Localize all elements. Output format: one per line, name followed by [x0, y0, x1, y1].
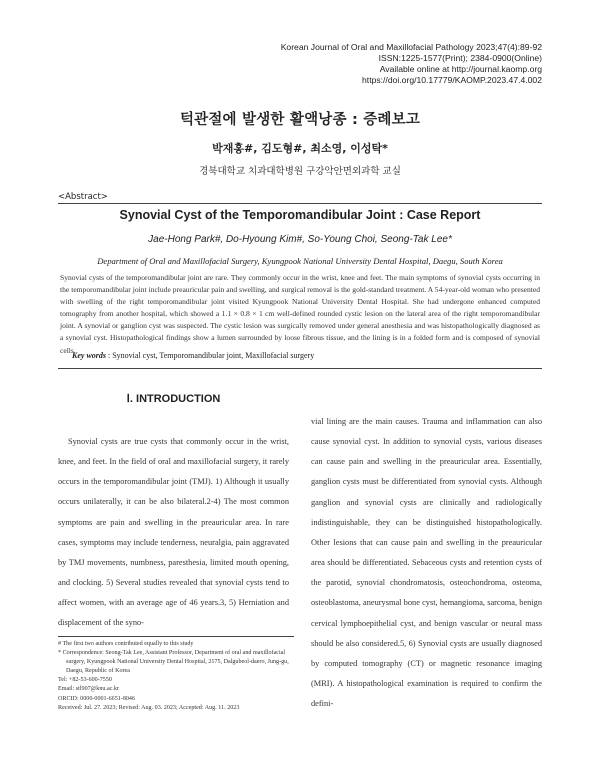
keywords-text: : Synovial cyst, Temporomandibular joint, Maxillofacial surgery: [108, 351, 315, 360]
footnotes: [58, 640, 294, 713]
journal-citation: Korean Journal of Oral and Maxillofacial Pathology 2023;47(4):89-92: [280, 42, 542, 52]
abstract-label: <Abstract>: [58, 192, 108, 202]
abstract-bottom-rule: [58, 368, 542, 369]
abstract-text: Synovial cysts of the temporomandibular joint are rare. They commonly occur in the wrist, knee and feet. The main symptoms of synovial cysts occurring in the temporomandibular joint include preauricular pain and swelling, and surgical removal is the gold-standard treatment. A 54-year-old woman who presented with swelling of the right temporomandibular joint visited Kyungpook National University Dental Hospital. She had undergone enhanced computed tomography from another hospital, which showed a 1.1 × 0.8 × 1 cm well-defined rounded cystic lesion on the lateral area of the right temporomandibular joint. A synovial or ganglion cyst was suspected. The cystic lesion was surgically removed under general anesthesia and was histopathologically diagnosed as a synovial cyst. Histopathological findings show a lumen surrounded by loose fibrous tissue, and the lining is in a folded form and is composed of synovial cells.: [60, 273, 540, 355]
journal-doi[interactable]: https://doi.org/10.17779/KAOMP.2023.47.4.002: [362, 75, 542, 85]
section-heading-introduction: Ⅰ. INTRODUCTION: [126, 393, 221, 405]
english-authors: Jae-Hong Park#, Do-Hyoung Kim#, So-Young Choi, Seong-Tak Lee*: [148, 234, 452, 245]
english-title: Synovial Cyst of the Temporomandibular Joint : Case Report: [119, 208, 481, 222]
journal-issn: ISSN:1225-1577(Print); 2384-0900(Online): [378, 53, 542, 63]
footnote-rule: [58, 636, 294, 637]
journal-url[interactable]: Available online at http://journal.kaomp.org: [379, 64, 542, 74]
abstract-top-rule: [58, 203, 542, 204]
keywords-label: Key words: [72, 351, 106, 360]
journal-header: [281, 42, 542, 86]
footnote-correspondence: * Correspondence: Seong-Tak Lee, Assistant Professor, Department of oral and maxillofacial surgery, Kyungpook National University Dental Hospital, 2175, Dalgubeol-daero, Jung-gu, Daegu, Republic of Korea: [58, 650, 289, 675]
footnote-dates: Received: Jul. 27. 2023; Revised: Aug. 03. 2023; Accepted: Aug. 11. 2023: [58, 704, 240, 711]
footnote-email[interactable]: Email: stl907@knu.ac.kr: [58, 686, 119, 693]
korean-affiliation: 경북대학교 치과대학병원 구강악안면외과학 교실: [199, 166, 401, 177]
footnote-tel: Tel: +82-53-600-7550: [58, 677, 112, 684]
korean-title: 턱관절에 발생한 활액낭종 : 증례보고: [179, 112, 421, 128]
korean-authors: 박재홍#, 김도형#, 최소영, 이성탁*: [212, 142, 388, 155]
footnote-orcid: ORCID: 0000-0001-6651-8046: [58, 695, 136, 702]
body-left-column: Synovial cysts are true cysts that commonly occur in the wrist, knee, and feet. In the field of oral and maxillofacial surgery, it rarely occurs in the temporomandibular joint (TMJ). 1) Although it usually occurs unilaterally, it can be also bilateral.2-4) The most common symptoms are pain and swelling in the preauricular area. In rare cases, symptoms may include tenderness, neuralgia, pain aggravated by TMJ movements, numbness, paresthesia, limited mouth opening, and clocking. 5) Several studies revealed that synovial cysts tend to affect women, with an average age of 46 years.3, 5) Herniation and displacement of the syno-: [58, 437, 289, 628]
body-right-column: vial lining are the main causes. Trauma and inflammation can also cause synovial cyst. In addition to synovial cysts, various diseases can cause pain and swelling in the preauricular area. Essentially, ganglion cysts must be differentiated from synovial cysts. Although ganglion and synovial cysts are clinically and radiologically indistinguishable, they can be distinguished histopathologically. Other lesions that can cause pain and swelling in the preauricular area should be differentiated. Sebaceous cysts and retention cysts of the parotid, synovial chondromatosis, osteochondroma, osteoma, osteoblastoma, aneurysmal bone cyst, hemangioma, sarcoma, benign cervical lymphoepithelial cyst, and benign vascular or neural mass should be also considered.5, 6) Synovial cysts are usually diagnosed by computed tomography (CT) or magnetic resonance imaging (MRI). A histopathological examination is required to confirm the defini-: [311, 417, 542, 709]
english-affiliation: Department of Oral and Maxillofacial Surgery, Kyungpook National University Dental Hospital, Daegu, South Korea: [97, 256, 503, 266]
footnote-equal-contribution: # The first two authors contributed equally to this study: [58, 641, 194, 647]
keywords: [72, 351, 314, 360]
